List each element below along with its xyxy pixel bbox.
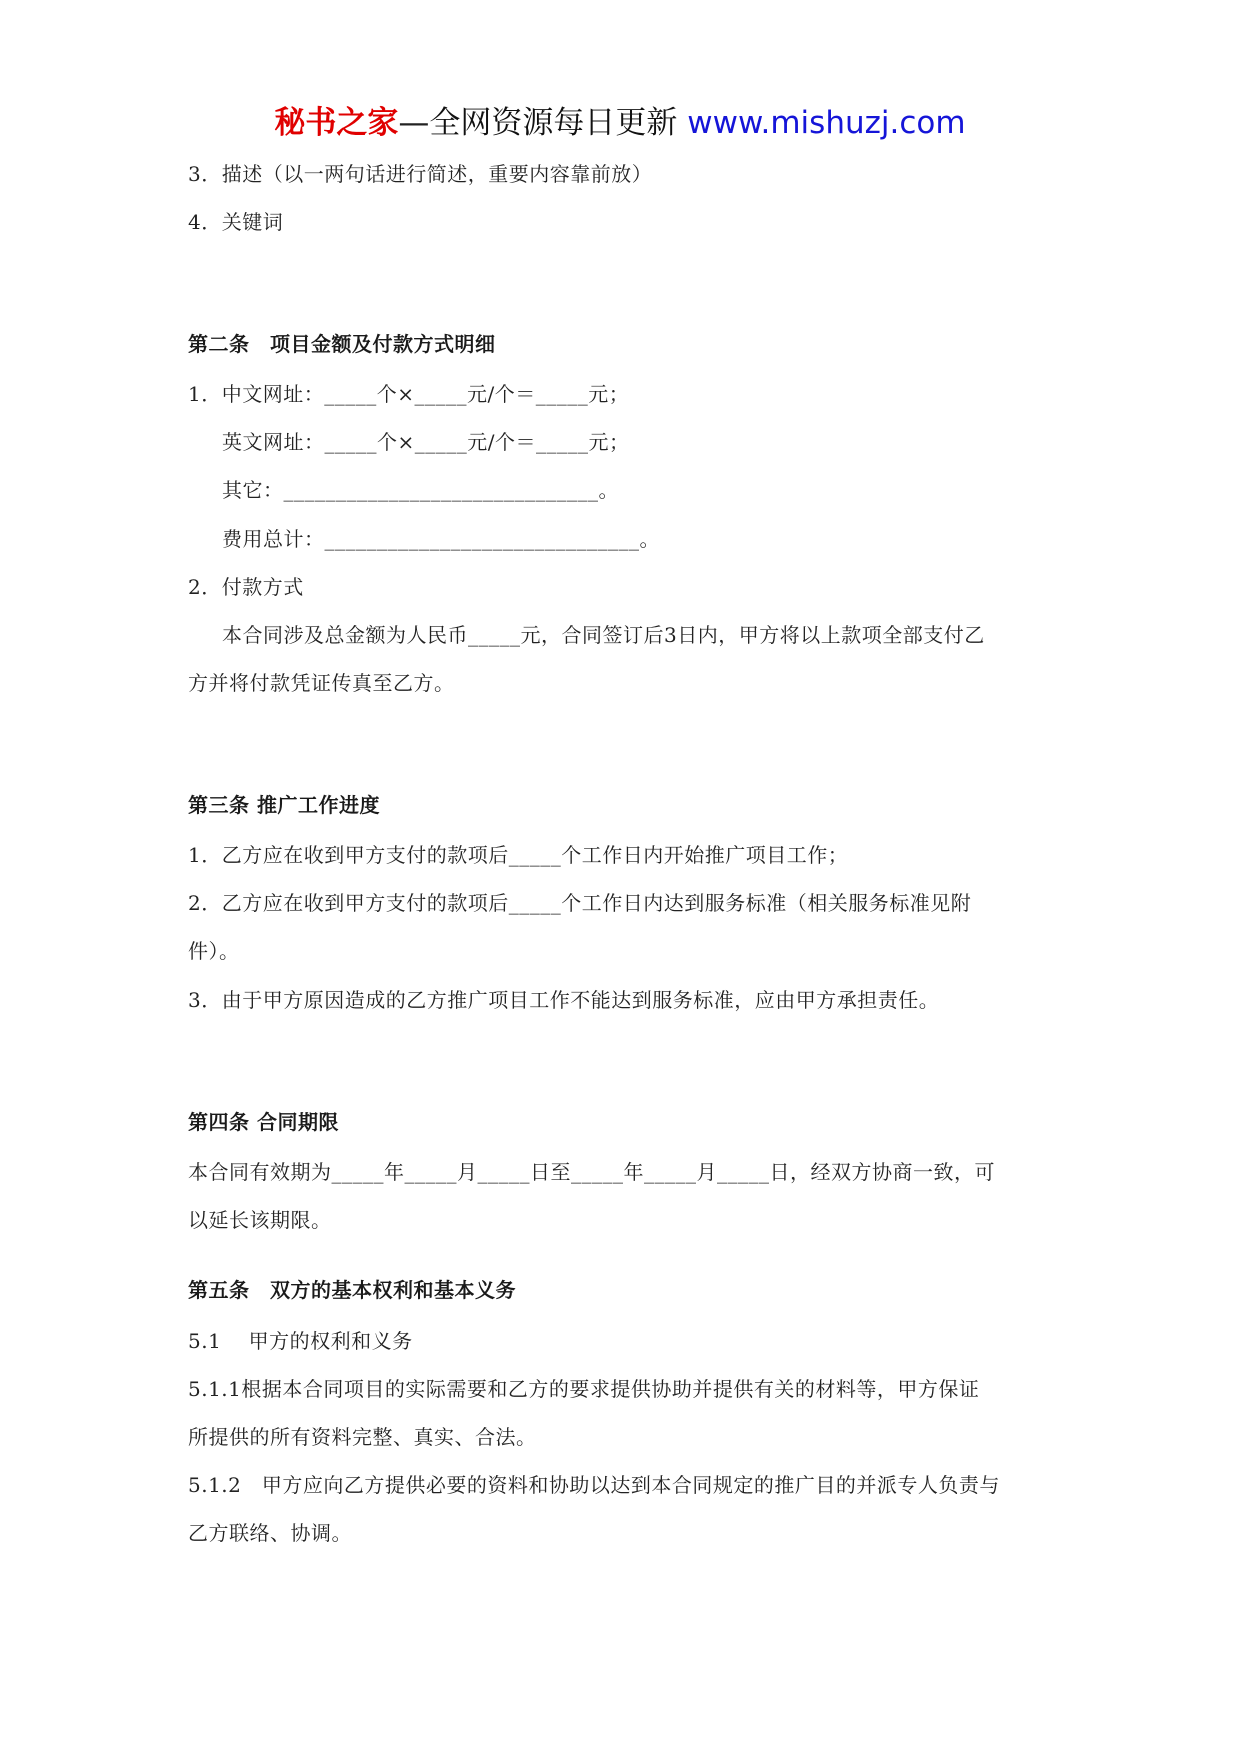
payment-paragraph-line-1: 本合同涉及总金额为人民币_____元，合同签订后3日内，甲方将以上款项全部支付乙: [222, 623, 985, 647]
article-5-heading: 第五条 双方的基本权利和基本义务: [188, 1278, 516, 1302]
clause-5-1-2-line-2: 乙方联络、协调。: [188, 1521, 352, 1545]
other-fee-line: 其它：______________________________。: [222, 478, 619, 502]
item-3-description: 3．描述（以一两句话进行简述，重要内容靠前放）: [188, 162, 653, 186]
progress-item-2-line-1: 2．乙方应在收到甲方支付的款项后_____个工作日内达到服务标准（相关服务标准见附: [188, 891, 972, 915]
section-5-1-heading: 5.1 甲方的权利和义务: [188, 1329, 413, 1353]
banner-brand: 秘书之家: [274, 105, 399, 141]
article-4-heading: 第四条 合同期限: [188, 1110, 339, 1134]
progress-item-2-line-2: 件）。: [188, 939, 240, 963]
item-4-keywords: 4．关键词: [188, 210, 284, 234]
site-banner: [0, 100, 1240, 146]
article-3-heading: 第三条 推广工作进度: [188, 793, 380, 817]
clause-5-1-2-line-1: 5.1.2 甲方应向乙方提供必要的资料和协助以达到本合同规定的推广目的并派专人负责与: [188, 1473, 1000, 1497]
payment-method-label: 2．付款方式: [188, 575, 304, 599]
clause-5-1-1-line-1: 5.1.1根据本合同项目的实际需要和乙方的要求提供协助并提供有关的材料等，甲方保证: [188, 1377, 980, 1401]
english-url-fee-line: 英文网址：_____个×_____元/个＝_____元；: [222, 430, 630, 454]
article-2-heading: 第二条 项目金额及付款方式明细: [188, 332, 496, 356]
progress-item-3: 3．由于甲方原因造成的乙方推广项目工作不能达到服务标准，应由甲方承担责任。: [188, 988, 940, 1012]
progress-item-1: 1．乙方应在收到甲方支付的款项后_____个工作日内开始推广项目工作；: [188, 843, 849, 867]
clause-5-1-1-line-2: 所提供的所有资料完整、真实、合法。: [188, 1425, 537, 1449]
term-paragraph-line-1: 本合同有效期为_____年_____月_____日至_____年_____月_____日，经双方协商一致，可: [188, 1160, 995, 1184]
total-fee-line: 费用总计：______________________________。: [222, 527, 660, 551]
term-paragraph-line-2: 以延长该期限。: [188, 1208, 332, 1232]
banner-dash: —: [398, 105, 430, 141]
banner-url[interactable]: www.mishuzj.com: [687, 105, 966, 141]
chinese-url-fee-line: 1．中文网址：_____个×_____元/个＝_____元；: [188, 382, 630, 406]
payment-paragraph-line-2: 方并将付款凭证传真至乙方。: [188, 671, 455, 695]
banner-tagline: 全网资源每日更新: [429, 105, 678, 141]
